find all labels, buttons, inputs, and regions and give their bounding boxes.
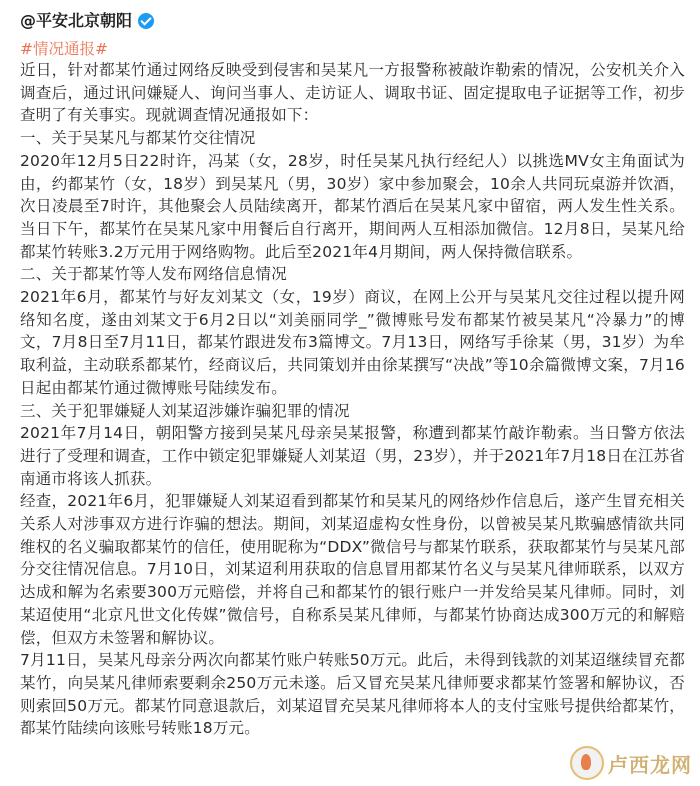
author-name[interactable]: @平安北京朝阳 <box>20 11 133 30</box>
paragraph-section-3c: 7月11日，吴某凡母亲分两次向都某竹账户转账50万元。此后，未得到钱款的刘某迢继续冒充都某竹，向吴某凡律师索要剩余250万元未遂。后又冒充吴某凡律师要求都某竹签署和解协议，否则索回50万元。都某竹同意退款后，刘某迢冒充吴某凡律师将本人的支付宝账号提供给都某竹，都某竹陆续向该账号转账18万元。 <box>20 651 685 738</box>
section-heading-3: 三、关于犯罪嫌疑人刘某迢涉嫌诈骗犯罪的情况 <box>20 401 350 420</box>
site-logo-icon <box>570 746 604 780</box>
section-heading-1: 一、关于吴某凡与都某竹交往情况 <box>20 129 256 148</box>
section-heading-2: 二、关于都某竹等人发布网络信息情况 <box>20 265 287 284</box>
watermark-text: 卢西龙网 <box>608 752 692 777</box>
paragraph-intro: 近日，针对都某竹通过网络反映受到侵害和吴某凡一方报警称被敲诈勒索的情况，公安机关介入调查后，通过讯问嫌疑人、询问当事人、走访证人、调取书证、固定提取电子证据等工作，初步查明了有关事实。现就调查情况通报如下： <box>20 61 685 125</box>
watermark <box>570 746 692 780</box>
verified-badge-icon <box>138 13 154 29</box>
paragraph-section-3b: 经查，2021年6月，犯罪嫌疑人刘某迢看到都某竹和吴某凡的网络炒作信息后，遂产生冒充相关关系人对涉事双方进行诈骗的想法。期间，刘某迢虚构女性身份，以曾被吴某凡欺骗感情欲共同维权的名义骗取都某竹的信任，使用昵称为“DDX”微信号与都某竹联系，获取都某竹与吴某凡部分交往情况信息。7月10日，刘某迢利用获取的信息冒用都某竹名义与吴某凡律师联系，以双方达成和解为名索要300万元赔偿，并将自己和都某竹的银行账户一并发给吴某凡律师。同时，刘某迢使用“北京凡世文化传媒”微信号，自称系吴某凡律师，与都某竹协商达成300万元的和解赔偿，但双方未签署和解协议。 <box>20 492 685 647</box>
topic-hashtag[interactable]: #情况通报# <box>20 40 108 58</box>
post-body <box>20 59 685 740</box>
paragraph-section-1: 2020年12月5日22时许，冯某（女，28岁，时任吴某凡执行经纪人）以挑选MV女主角面试为由，约都某竹（女，18岁）到吴某凡（男，30岁）家中参加聚会，10余人共同玩桌游并饮酒，次日凌晨至7时许，其他聚会人员陆续离开，都某竹酒后在吴某凡家中留宿，两人发生性关系。当日下午，都某竹在吴某凡家中用餐后自行离开，期间两人互相添加微信。12月8日，吴某凡给都某竹转账3.2万元用于网络购物。此后至2021年4月期间，两人保持微信联系。 <box>20 151 685 261</box>
paragraph-section-3a: 2021年7月14日，朝阳警方接到吴某凡母亲吴某报警，称遭到都某竹敲诈勒索。当日警方依法进行了受理和调查，工作中锁定犯罪嫌疑人刘某迢（男，23岁），并于2021年7月18日在江苏省南通市将该人抓获。 <box>20 424 685 488</box>
post-header <box>20 8 154 34</box>
paragraph-section-2: 2021年6月，都某竹与好友刘某文（女，19岁）商议，在网上公开与吴某凡交往过程以提升网络知名度，遂由刘某文于6月2日以“刘美丽同学_”微博账号发布都某竹被吴某凡“冷暴力”的博文，7月8日至7月11日，都某竹跟进发布3篇博文。7月13日，网络写手徐某（男，31岁）为牟取利益，主动联系都某竹，经商议后，共同策划并由徐某撰写“决战”等10余篇微博文案，7月16日起由都某竹通过微博账号陆续发布。 <box>20 288 685 397</box>
